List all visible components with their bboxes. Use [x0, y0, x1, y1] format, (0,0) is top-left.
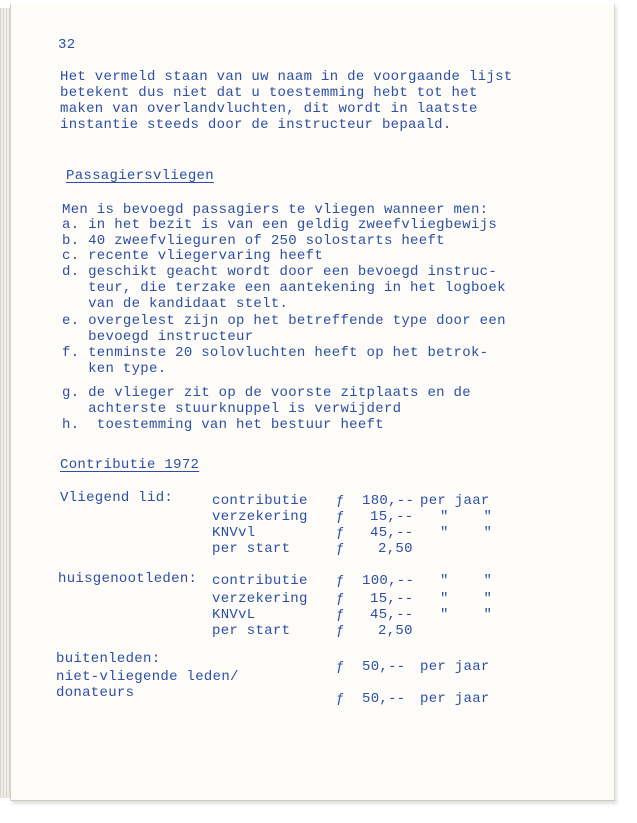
fee-item: KNVvL: [212, 607, 256, 623]
fee-item: verzekering: [212, 591, 308, 607]
list-item: e. overgelest zijn op het betreffende type door een: [62, 313, 506, 329]
niet-vliegende-label: donateurs: [56, 685, 135, 701]
fee-currency: ƒ: [336, 493, 345, 509]
intro-line: maken van overlandvluchten, dit wordt in laatste: [60, 101, 478, 117]
fee-currency: ƒ: [336, 607, 345, 623]
list-item: b. 40 zweefvlieguren of 250 solostarts heeft: [62, 233, 445, 249]
fee-currency: ƒ: [336, 509, 345, 525]
fee-item: verzekering: [212, 509, 308, 525]
fee-currency: ƒ: [336, 659, 345, 675]
fee-amount: 15,--: [370, 591, 414, 607]
fee-unit: per jaar: [420, 659, 490, 675]
buitenleden-label: buitenleden:: [56, 651, 161, 667]
list-item: ken type.: [62, 361, 167, 377]
list-item: c. recente vliegervaring heeft: [62, 248, 324, 264]
fee-item: contributie: [212, 573, 308, 589]
ditto-marks: " ": [440, 525, 493, 541]
fee-unit: per jaar: [420, 493, 490, 509]
fee-amount: 50,--: [362, 691, 406, 707]
fee-item: per start: [212, 541, 291, 557]
fee-amount: 45,--: [370, 525, 414, 541]
fee-amount: 180,--: [362, 493, 415, 509]
fee-amount: 2,50: [378, 623, 413, 639]
list-item: van de kandidaat stelt.: [62, 296, 289, 312]
intro-line: instantie steeds door de instructeur bepaald.: [60, 117, 452, 133]
fee-amount: 15,--: [370, 509, 414, 525]
fee-currency: ƒ: [336, 541, 345, 557]
list-item: g. de vlieger zit op de voorste zitplaats en de: [62, 385, 471, 401]
fee-amount: 2,50: [378, 541, 413, 557]
fee-amount: 50,--: [362, 659, 406, 675]
fee-currency: ƒ: [336, 691, 345, 707]
section-heading-contributie: Contributie 1972: [60, 457, 200, 473]
fee-currency: ƒ: [336, 573, 345, 589]
fee-amount: 45,--: [370, 607, 414, 623]
intro-line: Het vermeld staan van uw naam in de voorgaande lijst: [60, 69, 513, 85]
section-heading-passagiers: Passagiersvliegen: [66, 168, 214, 184]
ditto-marks: " ": [440, 573, 493, 589]
ditto-marks: " ": [440, 607, 493, 623]
list-item: h. toestemming van het bestuur heeft: [62, 417, 384, 433]
list-item: a. in het bezit is van een geldig zweefvliegbewijs: [62, 217, 498, 233]
passagiers-lead: Men is bevoegd passagiers te vliegen wanneer men:: [62, 202, 489, 218]
intro-line: betekent dus niet dat u toestemming hebt tot het: [60, 85, 478, 101]
ditto-marks: " ": [440, 509, 493, 525]
list-item: d. geschikt geacht wordt door een bevoegd instruc-: [62, 264, 498, 280]
list-item: teur, die terzake een aantekening in het logboek: [62, 280, 506, 296]
fee-item: per start: [212, 623, 291, 639]
fee-currency: ƒ: [336, 525, 345, 541]
fee-item: KNVvl: [212, 525, 256, 541]
group-label: huisgenootleden:: [58, 571, 198, 587]
list-item: achterste stuurknuppel is verwijderd: [62, 401, 402, 417]
list-item: bevoegd instructeur: [62, 329, 254, 345]
niet-vliegende-label: niet-vliegende leden/: [56, 669, 239, 685]
fee-currency: ƒ: [336, 623, 345, 639]
fee-amount: 100,--: [362, 573, 415, 589]
list-item: f. tenminste 20 solovluchten heeft op het betrok-: [62, 345, 489, 361]
fee-item: contributie: [212, 493, 308, 509]
page-number: 32: [58, 37, 76, 53]
ditto-marks: " ": [440, 591, 493, 607]
fee-currency: ƒ: [336, 591, 345, 607]
group-label: Vliegend lid:: [60, 490, 174, 506]
fee-unit: per jaar: [420, 691, 490, 707]
